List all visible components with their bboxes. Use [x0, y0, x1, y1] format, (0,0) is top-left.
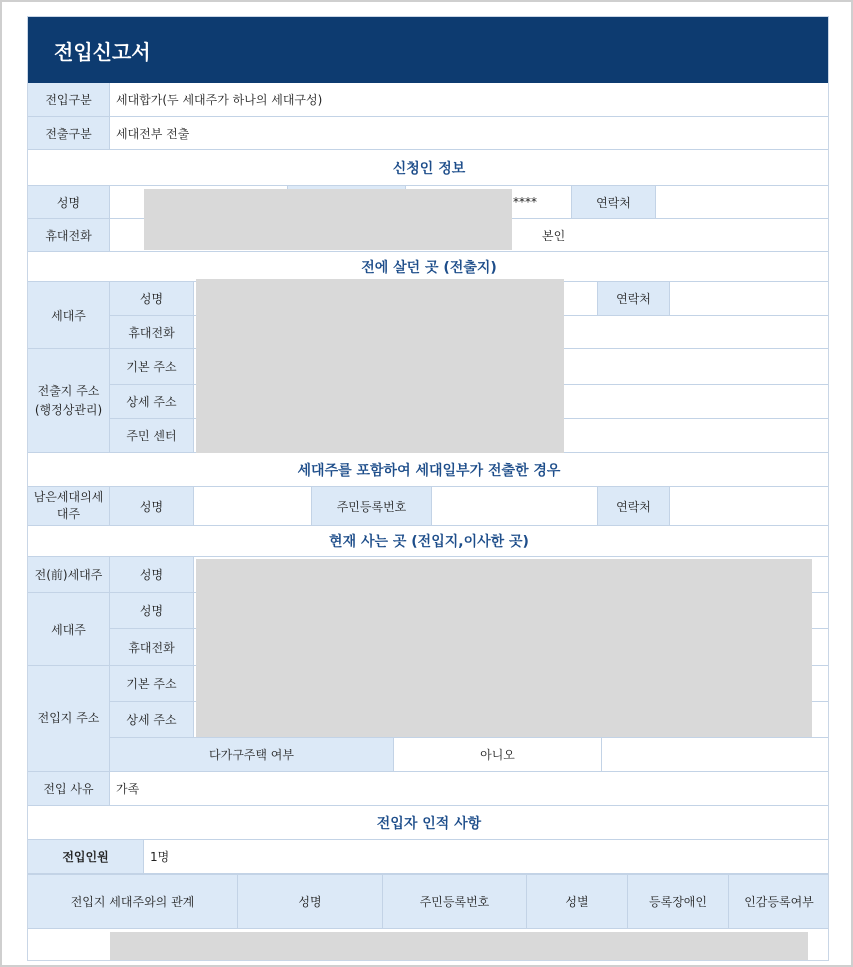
transfer-type-value: 세대합가(두 세대주가 하나의 세대구성) — [110, 83, 829, 117]
moveout-type-label: 전출구분 — [28, 117, 110, 150]
partial-remaining-label: 남은세대의세대주 — [28, 487, 110, 526]
persons-count-value: 1명 — [144, 840, 829, 874]
applicant-redaction — [144, 189, 512, 250]
move-in-report-form — [27, 16, 829, 961]
previous-redaction — [196, 279, 564, 455]
partial-resident-no-value — [432, 487, 598, 526]
applicant-relation-value: 본인 — [110, 219, 829, 252]
current-mobile-label: 휴대전화 — [110, 629, 194, 666]
previous-contact-label: 연락처 — [598, 282, 670, 316]
applicant-section-title: 신청인 정보 — [28, 150, 829, 186]
form-title: 전입신고서 — [54, 40, 151, 64]
applicant-masked-id: **** — [406, 186, 572, 219]
persons-col-seal: 인감등록여부 — [729, 874, 829, 929]
partial-name-value — [194, 487, 312, 526]
partial-resident-no-label: 주민등록번호 — [312, 487, 432, 526]
persons-redaction — [110, 932, 808, 960]
current-reason-label: 전입 사유 — [28, 772, 110, 806]
current-address-group-label: 전입지 주소 — [28, 666, 110, 772]
previous-detail-address-label: 상세 주소 — [110, 385, 194, 419]
partial-contact-value — [670, 487, 829, 526]
persons-col-disabled: 등록장애인 — [628, 874, 729, 929]
transfer-type-label: 전입구분 — [28, 83, 110, 117]
previous-mobile-label: 휴대전화 — [110, 316, 194, 349]
previous-contact-value — [670, 282, 829, 316]
form-header — [28, 17, 829, 83]
partial-name-label: 성명 — [110, 487, 194, 526]
persons-col-resident-no: 주민등록번호 — [383, 874, 527, 929]
current-multi-house-label: 다가구주택 여부 — [110, 738, 394, 772]
current-multi-house-extra — [602, 738, 829, 772]
current-householder-label: 세대주 — [28, 593, 110, 666]
current-section-title: 현재 사는 곳 (전입지,이사한 곳) — [28, 526, 829, 557]
previous-basic-address-label: 기본 주소 — [110, 349, 194, 385]
current-reason-value: 가족 — [110, 772, 829, 806]
previous-address-group-label: 전출지 주소 (행정상관리) — [28, 349, 110, 453]
current-detail-address-label: 상세 주소 — [110, 702, 194, 738]
current-former-householder-label: 전(前)세대주 — [28, 557, 110, 593]
previous-householder-label: 세대주 — [28, 282, 110, 349]
applicant-name-label: 성명 — [28, 186, 110, 219]
current-basic-address-label: 기본 주소 — [110, 666, 194, 702]
current-name-label: 성명 — [110, 593, 194, 629]
applicant-contact-label: 연락처 — [572, 186, 656, 219]
persons-col-relation: 전입지 세대주와의 관계 — [28, 874, 238, 929]
applicant-contact-value — [656, 186, 829, 219]
current-multi-house-value: 아니오 — [394, 738, 602, 772]
moveout-type-value: 세대전부 전출 — [110, 117, 829, 150]
previous-name-label: 성명 — [110, 282, 194, 316]
current-redaction — [196, 559, 812, 737]
persons-count-label: 전입인원 — [28, 840, 144, 874]
persons-section-title: 전입자 인적 사항 — [28, 806, 829, 840]
persons-col-gender: 성별 — [527, 874, 628, 929]
current-former-name-label: 성명 — [110, 557, 194, 593]
previous-center-label: 주민 센터 — [110, 419, 194, 453]
persons-col-name: 성명 — [238, 874, 383, 929]
applicant-mobile-label: 휴대전화 — [28, 219, 110, 252]
partial-contact-label: 연락처 — [598, 487, 670, 526]
partial-section-title: 세대주를 포함하여 세대일부가 전출한 경우 — [28, 453, 829, 487]
previous-section-title: 전에 살던 곳 (전출지) — [28, 252, 829, 282]
